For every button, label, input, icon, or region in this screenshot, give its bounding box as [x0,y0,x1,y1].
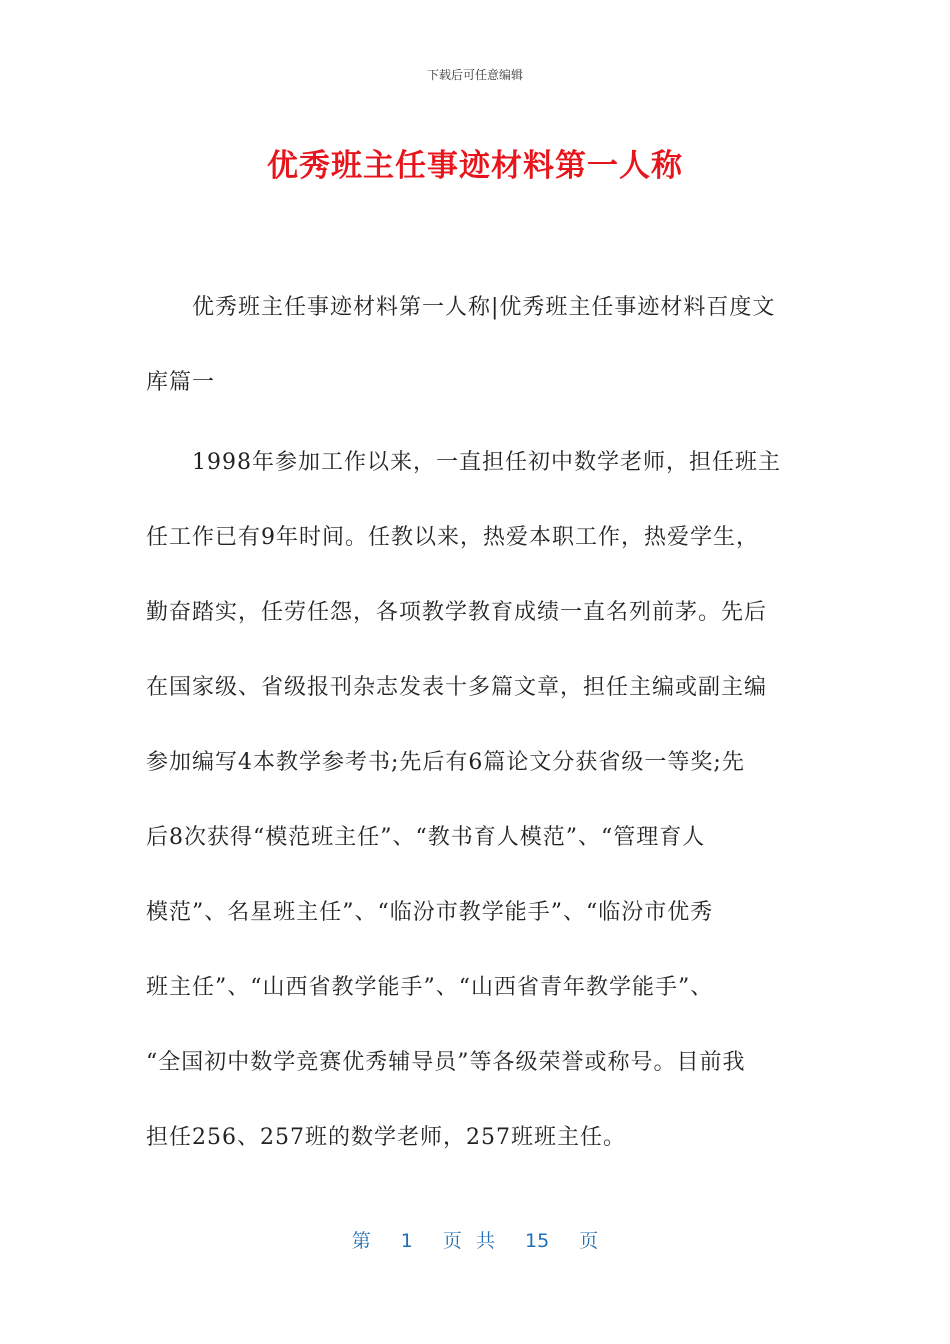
paragraph-2-line-5: 参加编写4本教学参考书;先后有6篇论文分获省级一等奖;先 [146,750,745,775]
paragraph-2-line-9: “全国初中数学竞赛优秀辅导员”等各级荣誉或称号。目前我 [146,1050,746,1075]
document-body [146,270,796,1175]
paragraph-1-line-1: 优秀班主任事迹材料第一人称|优秀班主任事迹材料百度文 [192,295,776,320]
paragraph-2-line-3: 勤奋踏实，任劳任怨，各项教学教育成绩一直名列前茅。先后 [146,600,768,625]
document-title: 优秀班主任事迹材料第一人称 [267,148,683,184]
footer-label-mid: 页 共 [442,1230,495,1252]
paragraph-1-line-2: 库篇一 [146,370,216,395]
footer-page-total: 15 [525,1230,550,1252]
paragraph-2-line-1: 1998年参加工作以来，一直担任初中数学老师，担任班主 [192,450,781,475]
paragraph-2-line-7: 模范”、名星班主任”、“临汾市教学能手”、“临汾市优秀 [146,900,714,925]
footer-label-prefix: 第 [351,1230,371,1252]
paragraph-2-line-8: 班主任”、“山西省教学能手”、“山西省青年教学能手”、 [146,975,714,1000]
paragraph-2-line-10: 担任256、257班的数学老师，257班班主任。 [146,1125,626,1150]
paragraph-2-line-6: 后8次获得“模范班主任”、“教书育人模范”、“管理育人 [146,825,706,850]
footer-page-current: 1 [400,1230,413,1252]
paragraph-2-line-4: 在国家级、省级报刊杂志发表十多篇文章，担任主编或副主编 [146,675,768,700]
page-footer [0,1226,950,1253]
header-note: 下载后可任意编辑 [426,68,523,82]
footer-label-suffix: 页 [579,1230,599,1252]
paragraph-2-line-2: 任工作已有9年时间。任教以来，热爱本职工作，热爱学生， [146,525,759,550]
